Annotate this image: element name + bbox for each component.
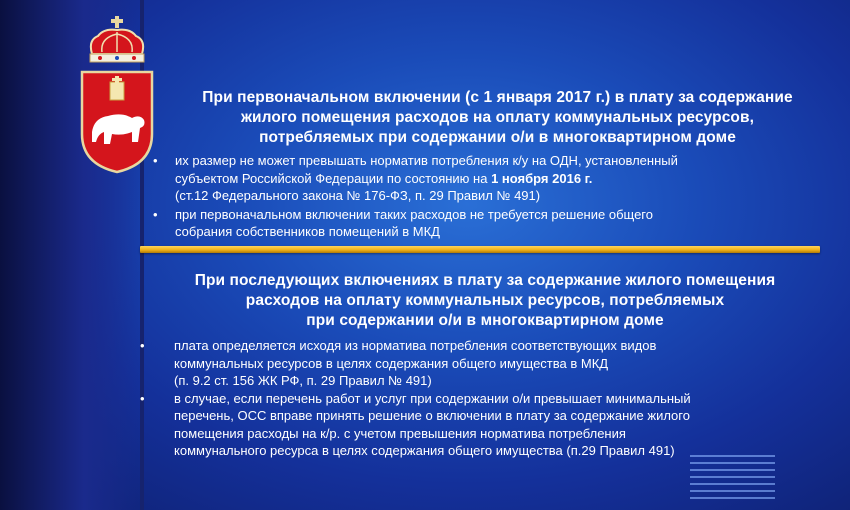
bullet-text-line: в случае, если перечень работ и услуг при содержании о/и превышает минимальный (174, 390, 691, 406)
bullet-marker: • (153, 153, 158, 168)
decorative-stripes-icon (690, 455, 775, 507)
bullet-text-line (175, 170, 838, 188)
list-item (136, 390, 826, 460)
section1-bullet-list (148, 152, 838, 242)
bullet-marker: • (140, 390, 145, 406)
bullet-text-line: помещения расходы на к/р. с учетом превышения норматива потребления (174, 425, 626, 441)
bullet-text-line: (ст.12 Федерального закона № 176-ФЗ, п. 29 Правил № 491) (175, 188, 541, 203)
bullet-marker: • (153, 206, 158, 222)
bullet-text-segment: субъектом Российской Федерации по состоянию на (175, 170, 492, 186)
list-item (148, 206, 838, 241)
bullet-text-line: коммунального ресурса в целях содержания общего имущества (п.29 Правил 491) (174, 443, 675, 458)
gold-separator-bar (140, 246, 820, 253)
section1-title (150, 88, 845, 148)
list-item (148, 152, 838, 205)
bullet-text-line: их размер не может превышать норматив потребления к/у на ОДН, установленный (175, 153, 678, 168)
list-item (136, 337, 826, 390)
bullet-text-line: при первоначальном включении таких расходов не требуется решение общего (175, 206, 653, 222)
bullet-text-line: плата определяется исходя из норматива потребления соответствующих видов (174, 338, 657, 353)
highlighted-date: 1 ноября 2016 г. (491, 170, 593, 186)
section2-title (140, 271, 830, 331)
bullet-text-line: собрания собственников помещений в МКД (175, 224, 440, 239)
section2-title-line: При последующих включениях в плату за содержание жилого помещения (194, 272, 776, 289)
coat-of-arms-icon (74, 14, 160, 174)
bullet-text-line: коммунальных ресурсов в целях содержания общего имущества в МКД (174, 355, 609, 371)
section2-bullet-list (136, 337, 826, 460)
section2-title-line: при содержании о/и в многоквартирном доме (306, 312, 664, 329)
section1-title-line: потребляемых при содержании о/и в многоквартирном доме (259, 129, 736, 146)
section1-title-line: При первоначальном включении (с 1 января 2017 г.) в плату за содержание (202, 89, 793, 106)
section1-title-line: жилого помещения расходов на оплату коммунальных ресурсов, (240, 109, 755, 126)
bullet-text-line: (п. 9.2 ст. 156 ЖК РФ, п. 29 Правил № 491) (174, 373, 432, 388)
bullet-marker: • (140, 338, 145, 353)
section2-title-line: расходов на оплату коммунальных ресурсов, потребляемых (245, 292, 725, 309)
bullet-text-line: перечень, ОСС вправе принять решение о включении в плату за содержание жилого (174, 408, 690, 423)
